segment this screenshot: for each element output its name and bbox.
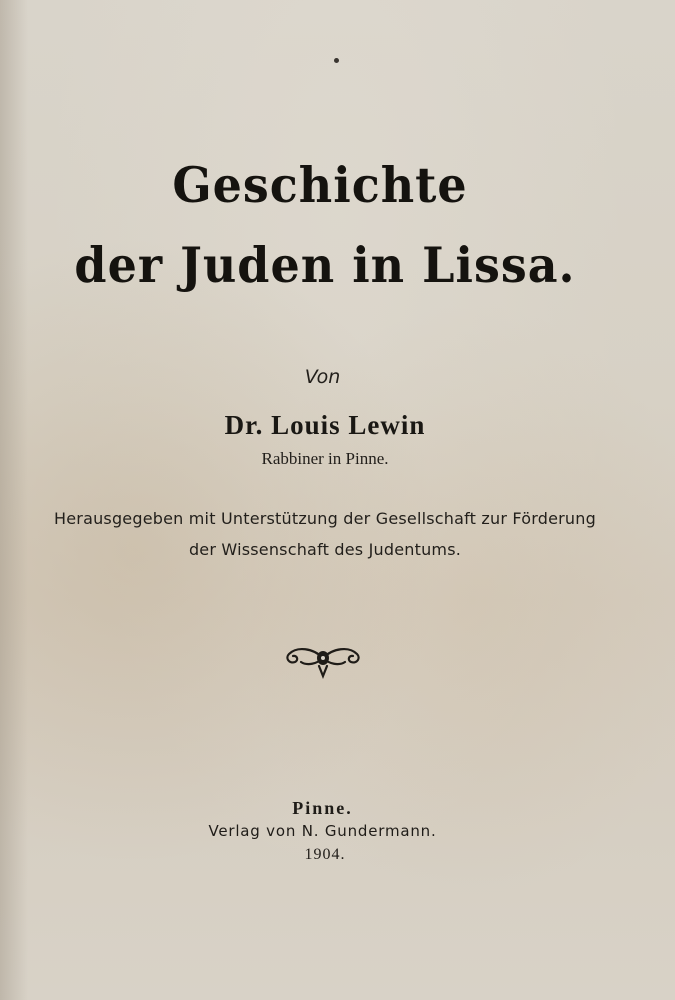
- publication-year: 1904.: [304, 846, 346, 863]
- publication-place: Pinne.: [292, 798, 353, 818]
- author-role: Rabbiner in Pinne.: [261, 449, 389, 468]
- publication-note-line-1: Herausgegeben mit Unterstützung der Gesellschaft zur Förderung: [54, 509, 596, 528]
- ornament-icon: [283, 640, 363, 680]
- by-label: Von: [304, 366, 341, 388]
- title-line-2: der Juden in Lissa.: [74, 236, 576, 294]
- author-name: Dr. Louis Lewin: [224, 410, 426, 440]
- ink-speck: [334, 58, 339, 63]
- publisher: Verlag von N. Gundermann.: [208, 822, 437, 840]
- publication-note-line-2: der Wissenschaft des Judentums.: [188, 540, 462, 559]
- title-line-1: Geschichte: [172, 156, 468, 214]
